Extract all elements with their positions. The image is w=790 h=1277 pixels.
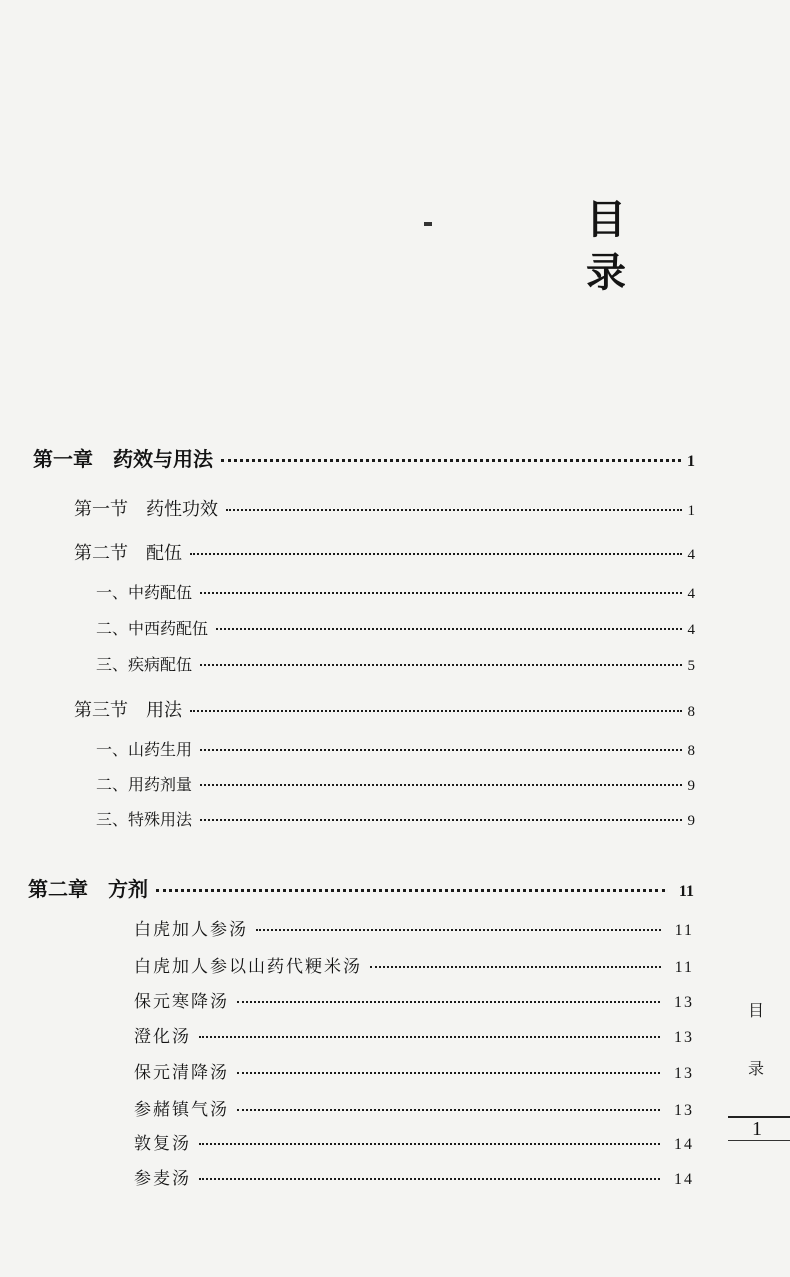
toc-page-number: 9 bbox=[687, 778, 695, 794]
toc-page-number: 13 bbox=[674, 994, 694, 1011]
dot-leader bbox=[237, 1109, 660, 1111]
toc-formula[interactable] bbox=[134, 1164, 694, 1189]
dot-leader bbox=[370, 966, 661, 968]
toc-formula-label: 敦复汤 bbox=[134, 1134, 191, 1154]
toc-formula[interactable] bbox=[134, 1022, 694, 1047]
toc-item-label: 三、疾病配伍 bbox=[96, 655, 193, 674]
side-header-char-1: 目 bbox=[748, 1001, 765, 1020]
dot-leader bbox=[200, 664, 681, 666]
dot-leader bbox=[190, 553, 682, 555]
toc-page-number: 4 bbox=[687, 586, 695, 602]
dot-leader bbox=[200, 749, 681, 751]
dot-leader bbox=[200, 819, 681, 821]
toc-item[interactable] bbox=[96, 616, 695, 639]
toc-page-number: 9 bbox=[687, 813, 695, 829]
ink-speck bbox=[424, 222, 432, 226]
toc-formula-label: 澄化汤 bbox=[134, 1027, 191, 1047]
toc-formula-label: 保元寒降汤 bbox=[134, 992, 229, 1012]
toc-item[interactable] bbox=[96, 580, 695, 603]
toc-item[interactable] bbox=[96, 737, 695, 760]
toc-section-1-3[interactable] bbox=[74, 696, 695, 722]
dot-leader bbox=[221, 459, 681, 462]
toc-page-number: 13 bbox=[674, 1065, 694, 1082]
toc-formula[interactable] bbox=[134, 952, 694, 977]
dot-leader bbox=[226, 509, 682, 511]
toc-section-label: 第二节 配伍 bbox=[74, 543, 182, 564]
toc-page-number: 8 bbox=[687, 704, 695, 720]
toc-item-label: 一、山药生用 bbox=[96, 740, 193, 759]
dot-leader bbox=[199, 1178, 660, 1180]
toc-section-1-2[interactable] bbox=[74, 539, 695, 565]
toc-page-number: 14 bbox=[674, 1171, 694, 1188]
toc-formula-label: 白虎加人参以山药代粳米汤 bbox=[134, 957, 362, 977]
toc-item[interactable] bbox=[96, 807, 695, 830]
toc-section-1-1[interactable] bbox=[74, 495, 695, 521]
toc-formula-label: 参麦汤 bbox=[134, 1169, 191, 1189]
toc-chapter-1-label: 第一章 药效与用法 bbox=[33, 447, 213, 471]
toc-page-number: 4 bbox=[687, 547, 695, 563]
dot-leader bbox=[237, 1072, 660, 1074]
page-folio: 1 bbox=[752, 1118, 762, 1140]
toc-page-number: 1 bbox=[687, 453, 695, 470]
toc-item[interactable] bbox=[96, 772, 695, 795]
toc-page-number: 11 bbox=[674, 922, 694, 939]
toc-item[interactable] bbox=[96, 652, 695, 675]
dot-leader bbox=[156, 889, 665, 892]
toc-formula[interactable] bbox=[134, 987, 694, 1012]
toc-formula[interactable] bbox=[134, 1058, 694, 1083]
folio-rule-bottom bbox=[728, 1140, 790, 1141]
side-header-char-2: 录 bbox=[748, 1059, 765, 1078]
dot-leader bbox=[199, 1143, 660, 1145]
toc-formula[interactable] bbox=[134, 1095, 694, 1120]
dot-leader bbox=[200, 592, 681, 594]
toc-chapter-2[interactable] bbox=[28, 873, 694, 902]
toc-page-number: 11 bbox=[674, 959, 694, 976]
toc-item-label: 二、中西药配伍 bbox=[96, 619, 209, 638]
toc-page-number: 5 bbox=[687, 658, 695, 674]
title-char-2: 录 bbox=[586, 249, 626, 296]
toc-page-number: 14 bbox=[674, 1136, 694, 1153]
toc-item-label: 二、用药剂量 bbox=[96, 775, 193, 794]
toc-page-number: 13 bbox=[674, 1029, 694, 1046]
toc-formula-label: 白虎加人参汤 bbox=[134, 920, 248, 940]
toc-chapter-2-label: 第二章 方剂 bbox=[28, 877, 148, 901]
dot-leader bbox=[237, 1001, 660, 1003]
toc-page-number: 11 bbox=[678, 883, 694, 900]
toc-page-number: 8 bbox=[687, 743, 695, 759]
dot-leader bbox=[200, 784, 681, 786]
toc-section-label: 第三节 用法 bbox=[74, 700, 182, 721]
toc-formula[interactable] bbox=[134, 915, 694, 940]
toc-formula-label: 参赭镇气汤 bbox=[134, 1100, 229, 1120]
dot-leader bbox=[256, 929, 661, 931]
toc-chapter-1[interactable] bbox=[33, 443, 695, 472]
toc-page-number: 13 bbox=[674, 1102, 694, 1119]
toc-page-number: 1 bbox=[687, 503, 695, 519]
dot-leader bbox=[190, 710, 682, 712]
toc-formula[interactable] bbox=[134, 1129, 694, 1154]
dot-leader bbox=[199, 1036, 660, 1038]
toc-item-label: 一、中药配伍 bbox=[96, 583, 193, 602]
toc-page-number: 4 bbox=[687, 622, 695, 638]
title-char-1: 目 bbox=[586, 196, 626, 243]
dot-leader bbox=[216, 628, 681, 630]
toc-formula-label: 保元清降汤 bbox=[134, 1063, 229, 1083]
toc-section-label: 第一节 药性功效 bbox=[74, 499, 218, 520]
toc-item-label: 三、特殊用法 bbox=[96, 810, 193, 829]
